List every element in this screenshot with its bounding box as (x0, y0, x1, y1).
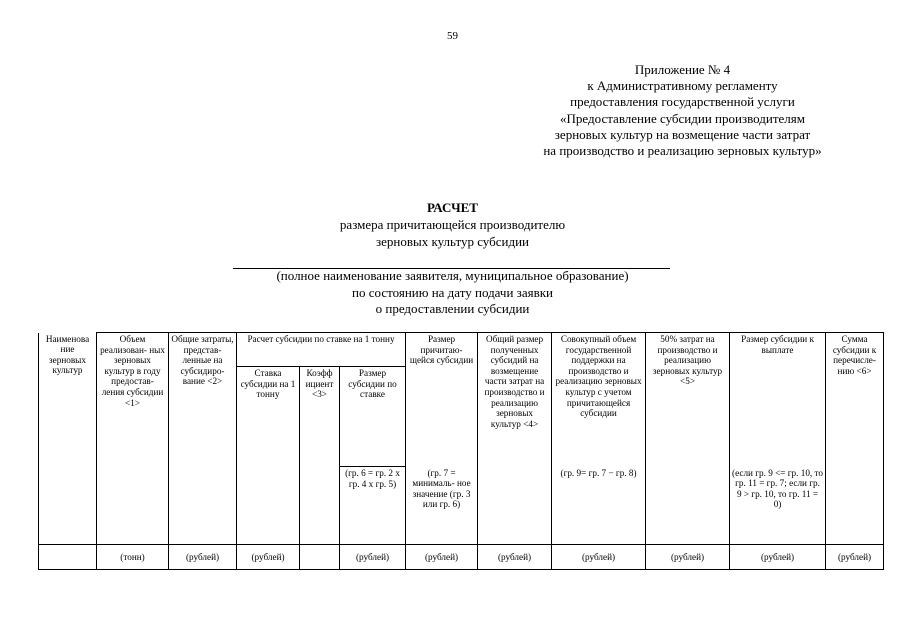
appendix-line: «Предоставление субсидии производителям (560, 110, 805, 126)
applicant-block (0, 268, 905, 318)
applicant-line: по состоянию на дату подачи заявки (352, 284, 553, 300)
title-line: зерновых культур субсидии (375, 234, 530, 249)
header-received-subsidies: Общий размер полученных субсидий на возмещение части затрат на производство и реализацию зерновых культур <4> (478, 333, 552, 545)
formula-col6: (гр. 6 = гр. 2 х гр. 4 х гр. 5) (340, 467, 406, 545)
header-total-support: Совокупный объем государственной поддержки на производство и реализацию зерновых культур с учетом причитающейся субсидии (552, 333, 646, 467)
unit-cell: (рублей) (237, 545, 300, 570)
header-row (39, 333, 884, 367)
appendix-line: Приложение № 4 (634, 62, 731, 77)
header-rate-calc-group: Расчет субсидии по ставке на 1 тонну (237, 333, 406, 367)
appendix-line: предоставления государственной услуги (570, 94, 795, 110)
title-line: размера причитающейся производителю (339, 217, 566, 232)
header-transfer-sum: Сумма субсидии к перечисле- нию <6> (826, 333, 884, 545)
unit-cell: (рублей) (340, 545, 406, 570)
appendix-line: на производство и реализацию зерновых культур» (543, 143, 822, 159)
header-costs: Общие затраты, представ- ленные на субсидиро- вание <2> (169, 333, 237, 545)
unit-cell: (рублей) (169, 545, 237, 570)
unit-cell: (рублей) (552, 545, 646, 570)
appendix-block (500, 62, 865, 159)
header-payment-size: Размер субсидии к выплате (730, 333, 826, 467)
units-row (39, 545, 884, 570)
header-half-costs: 50% затрат на производство и реализацию зерновых культур <5> (646, 333, 730, 545)
appendix-line: зерновых культур на возмещение части затрат (554, 126, 811, 142)
unit-cell: (рублей) (730, 545, 826, 570)
appendix-line: к Административному регламенту (587, 78, 778, 94)
header-rate-subsidy: Размер субсидии по ставке (340, 367, 406, 467)
header-rate: Ставка субсидии на 1 тонну (237, 367, 300, 545)
formula-col9: (гр. 9= гр. 7 − гр. 8) (552, 467, 646, 545)
applicant-line: о предоставлении субсидии (375, 301, 530, 316)
document-title (0, 199, 905, 250)
title-main: РАСЧЕТ (427, 200, 478, 215)
calculation-table (38, 332, 884, 570)
unit-cell (300, 545, 340, 570)
header-due-subsidy: Размер причитаю- щейся субсидии (406, 333, 478, 467)
unit-cell: (рублей) (406, 545, 478, 570)
unit-cell: (рублей) (826, 545, 884, 570)
unit-cell: (рублей) (646, 545, 730, 570)
unit-cell: (тонн) (97, 545, 169, 570)
header-volume: Объем реализован- ных зерновых культур в году предостав- ления субсидии <1> (97, 333, 169, 545)
unit-cell: (рублей) (478, 545, 552, 570)
header-culture: Наименова ние зерновых культур (39, 333, 97, 545)
applicant-caption: (полное наименование заявителя, муниципальное образование) (276, 268, 629, 283)
formula-col11: (если гр. 9 <= гр. 10, то гр. 11 = гр. 7; если гр. 9 > гр. 10, то гр. 11 = 0) (730, 467, 826, 545)
header-coefficient: Коэфф ициент <3> (300, 367, 340, 545)
formula-col7: (гр. 7 = минималь- ное значение (гр. 3 или гр. 6) (406, 467, 478, 545)
unit-cell (39, 545, 97, 570)
page-number: 59 (447, 30, 458, 42)
